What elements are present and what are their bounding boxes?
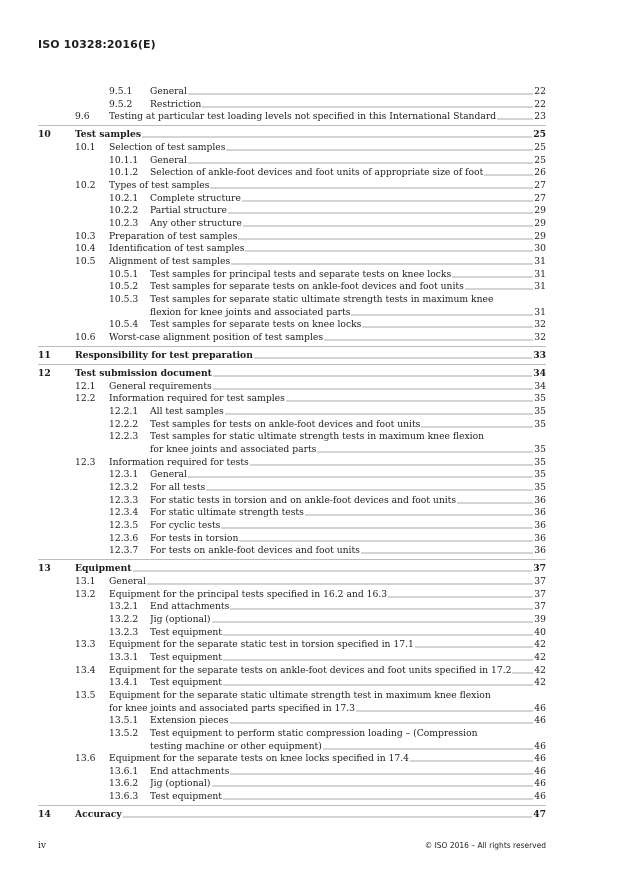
toc-entry-number: 12.2.3	[109, 431, 139, 443]
toc-entry-number: 10	[38, 129, 51, 141]
dot-leader	[361, 552, 533, 554]
dot-leader	[305, 514, 533, 516]
toc-entry-page: 46	[534, 765, 546, 777]
toc-entry-title: End attachments	[150, 765, 230, 777]
dot-leader	[206, 489, 533, 491]
toc-entry[interactable]	[150, 545, 546, 557]
toc-entry-number: 12.2	[75, 393, 96, 405]
toc-entry[interactable]	[150, 319, 546, 331]
toc-entry-page: 46	[534, 778, 546, 790]
toc-entry-page: 25	[533, 129, 546, 141]
toc-entry-title: Jig (optional)	[150, 778, 211, 790]
toc-entry-number: 14	[38, 809, 51, 821]
toc-entry-page: 47	[533, 809, 546, 821]
toc-entry-number: 10.5.3	[109, 293, 139, 305]
toc-entry-page: 42	[534, 651, 546, 663]
toc-entry-number: 13.5.1	[109, 715, 139, 727]
toc-entry-title: Equipment	[75, 563, 132, 575]
toc-entry-page: 31	[534, 255, 546, 267]
toc-entry-number: 10.5.1	[109, 268, 139, 280]
toc-entry-number: 13.5	[75, 689, 96, 701]
toc-entry-title: testing machine or other equipment)	[150, 740, 322, 752]
dot-leader	[484, 174, 533, 176]
toc-entry-title: Restriction	[150, 98, 202, 110]
dot-leader	[231, 263, 533, 265]
toc-entry-page: 35	[534, 393, 546, 405]
toc-entry-number: 13.2.1	[109, 601, 139, 613]
toc-entry[interactable]	[109, 753, 546, 765]
toc-entry[interactable]	[150, 86, 546, 98]
toc-entry-number: 10.2.2	[109, 205, 139, 217]
toc-entry-title: Information required for tests	[109, 456, 249, 468]
toc-entry[interactable]	[109, 703, 546, 715]
footer-copyright: © ISO 2016 – All rights reserved	[424, 841, 546, 850]
dot-leader	[230, 773, 533, 775]
toc-entry[interactable]	[150, 205, 546, 217]
dot-leader	[210, 187, 533, 189]
dot-leader	[225, 413, 534, 415]
toc-entry-page: 35	[534, 469, 546, 481]
toc-entry-number: 10.2.3	[109, 218, 139, 229]
toc-entry-number: 12.3.7	[109, 545, 139, 557]
toc-entry-number: 10.1	[75, 142, 96, 154]
toc-entry-number: 12.3	[75, 456, 96, 468]
dot-leader	[228, 212, 533, 214]
toc-entry[interactable]	[109, 332, 546, 344]
toc-entry[interactable]	[75, 368, 546, 380]
dot-leader	[223, 659, 533, 661]
toc-entry-title: For static tests in torsion and on ankle-foot devices and foot units	[150, 494, 457, 506]
document-id-header: ISO 10328:2016(E)	[38, 38, 156, 51]
toc-entry-title: General	[150, 154, 187, 166]
toc-entry-number: 10.4	[75, 243, 96, 255]
toc-entry[interactable]	[109, 589, 546, 601]
toc-entry-number: 12	[38, 368, 51, 380]
toc-entry-title[interactable]: Test equipment to perform static compression loading – (Compression	[150, 727, 478, 739]
dot-leader	[223, 798, 533, 800]
toc-entry-page: 35	[534, 444, 546, 456]
toc-entry-number: 13.5.2	[109, 727, 139, 739]
dot-leader	[465, 288, 533, 290]
dot-leader	[362, 326, 533, 328]
toc-entry-page: 31	[534, 281, 546, 293]
dot-leader	[457, 502, 533, 504]
toc-entry[interactable]	[109, 180, 546, 192]
dot-leader	[230, 608, 533, 610]
dot-leader	[230, 722, 534, 724]
toc-entry[interactable]	[150, 281, 546, 293]
toc-entry[interactable]	[150, 269, 546, 281]
toc-entry-page: 42	[534, 677, 546, 689]
toc-entry-number: 12.3.1	[109, 469, 139, 481]
toc-entry-page: 27	[534, 180, 546, 192]
dot-leader	[351, 314, 533, 316]
dot-leader	[123, 816, 532, 818]
toc-entry-number: 9.5.1	[109, 86, 133, 97]
toc-entry-page: 33	[533, 350, 546, 361]
toc-entry-title: For cyclic tests	[150, 519, 221, 531]
toc-entry-title: Test samples	[75, 129, 142, 141]
toc-entry-page: 36	[534, 519, 546, 531]
toc-entry-title: Identification of test samples	[109, 243, 245, 255]
toc-entry-title: Extension pieces	[150, 715, 229, 727]
toc-entry-number: 13.3	[75, 639, 96, 651]
section-divider	[38, 125, 546, 126]
toc-entry[interactable]	[109, 393, 546, 405]
toc-entry-title: Preparation of test samples	[109, 230, 238, 242]
dot-leader	[250, 464, 534, 466]
toc-entry-title: Selection of test samples	[109, 142, 226, 154]
toc-entry-page: 39	[534, 614, 546, 625]
toc-entry-number: 12.2.1	[109, 406, 139, 418]
toc-entry-number: 9.5.2	[109, 98, 133, 110]
toc-entry[interactable]	[109, 231, 546, 243]
toc-entry-title: Testing at particular test loading levels not specified in this International Standard	[109, 111, 497, 123]
dot-leader	[213, 388, 534, 390]
dot-leader	[223, 684, 533, 686]
toc-entry[interactable]	[109, 665, 546, 677]
toc-entry-title: Jig (optional)	[150, 614, 211, 625]
toc-entry-page: 25	[534, 142, 546, 154]
toc-entry[interactable]	[150, 791, 546, 803]
toc-entry[interactable]	[150, 766, 546, 778]
toc-entry[interactable]	[150, 218, 546, 230]
toc-entry[interactable]	[150, 444, 546, 456]
toc-entry-title: General	[150, 86, 187, 97]
dot-leader	[202, 106, 533, 108]
toc-entry-number: 10.1.1	[109, 154, 139, 166]
dot-leader	[421, 426, 533, 428]
toc-entry-number: 13.4.1	[109, 677, 139, 689]
toc-entry-page: 29	[534, 218, 546, 229]
toc-entry-title: Selection of ankle-foot devices and foot units of appropriate size of foot	[150, 167, 484, 179]
toc-entry[interactable]	[109, 381, 546, 393]
toc-entry[interactable]	[150, 677, 546, 689]
toc-entry-page: 40	[534, 626, 546, 638]
toc-entry-number: 12.1	[75, 380, 96, 392]
toc-entry-page: 46	[534, 791, 546, 803]
toc-entry-number: 10.5	[75, 255, 96, 267]
dot-leader	[243, 225, 533, 227]
toc-entry[interactable]	[150, 495, 546, 507]
dot-leader	[242, 200, 533, 202]
dot-leader	[188, 476, 533, 478]
toc-entry-page: 34	[534, 380, 546, 392]
toc-entry-title: Test equipment	[150, 651, 222, 663]
toc-entry-page: 35	[534, 406, 546, 418]
toc-entry-page: 36	[534, 545, 546, 557]
toc-entry[interactable]	[150, 741, 546, 753]
toc-entry-page: 32	[534, 331, 546, 343]
toc-entry-title[interactable]: Test samples for separate static ultimate strength tests in maximum knee	[150, 293, 494, 305]
dot-leader	[415, 646, 533, 648]
toc-entry[interactable]	[150, 155, 546, 167]
dot-leader	[317, 451, 533, 453]
toc-entry-page: 35	[534, 418, 546, 430]
dot-leader	[323, 748, 534, 750]
toc-entry-title: Alignment of test samples	[109, 255, 231, 267]
toc-entry-title: General requirements	[109, 380, 212, 392]
toc-entry-title: Worst-case alignment position of test samples	[109, 331, 324, 343]
dot-leader	[356, 710, 533, 712]
dot-leader	[238, 238, 533, 240]
dot-leader	[388, 596, 533, 598]
dot-leader	[223, 634, 533, 636]
toc-entry-number: 12.2.2	[109, 418, 139, 430]
toc-entry-number: 13.1	[75, 576, 96, 588]
dot-leader	[142, 136, 532, 138]
dot-leader	[452, 276, 533, 278]
toc-entry-page: 46	[534, 715, 546, 727]
toc-entry-page: 30	[534, 243, 546, 255]
toc-entry[interactable]	[150, 307, 546, 319]
toc-entry[interactable]	[150, 193, 546, 205]
toc-entry-title: for knee joints and associated parts	[150, 444, 317, 456]
toc-entry-page: 37	[534, 588, 546, 600]
section-divider	[38, 805, 546, 806]
toc-entry-number: 11	[38, 350, 51, 361]
toc-entry[interactable]	[109, 457, 546, 469]
toc-entry[interactable]	[109, 576, 546, 588]
toc-entry-number: 12.3.5	[109, 519, 139, 531]
toc-entry-page: 35	[534, 482, 546, 493]
toc-entry[interactable]	[109, 111, 546, 123]
toc-entry[interactable]	[150, 419, 546, 431]
dot-leader	[147, 583, 533, 585]
dot-leader	[212, 621, 534, 623]
toc-entry-number: 13.6.2	[109, 778, 139, 790]
toc-entry[interactable]	[150, 469, 546, 481]
toc-entry-title: For static ultimate strength tests	[150, 507, 304, 519]
toc-entry-number: 12.3.6	[109, 532, 139, 544]
toc-entry-page: 46	[534, 702, 546, 714]
toc-entry-title: Test submission document	[75, 368, 212, 380]
toc-entry-number: 10.6	[75, 331, 96, 343]
toc-entry-number: 13	[38, 563, 51, 575]
section-divider	[38, 346, 546, 347]
toc-entry-page: 23	[534, 111, 546, 123]
toc-entry-page: 27	[534, 192, 546, 204]
toc-entry[interactable]	[75, 809, 546, 821]
toc-entry-title: Test samples for principal tests and separate tests on knee locks	[150, 268, 452, 280]
toc-entry[interactable]	[150, 533, 546, 545]
toc-entry-title: Any other structure	[150, 218, 242, 229]
toc-entry-number: 13.2.2	[109, 614, 139, 625]
toc-entry-page: 31	[534, 306, 546, 318]
toc-entry-title: For all tests	[150, 482, 206, 493]
dot-leader	[286, 400, 533, 402]
dot-leader	[188, 162, 533, 164]
toc-entry-title: Types of test samples	[109, 180, 210, 192]
toc-entry[interactable]	[150, 406, 546, 418]
toc-entry-page: 46	[534, 740, 546, 752]
toc-entry-title: Accuracy	[75, 809, 122, 821]
section-divider	[38, 364, 546, 365]
toc-entry-title: Test equipment	[150, 626, 222, 638]
toc-entry-title: Test equipment	[150, 791, 222, 803]
toc-entry[interactable]	[150, 778, 546, 790]
toc-entry-number: 10.3	[75, 230, 96, 242]
dot-leader	[254, 357, 532, 359]
toc-entry[interactable]	[109, 256, 546, 268]
toc-entry-number: 10.1.2	[109, 167, 139, 179]
dot-leader	[213, 375, 532, 377]
toc-entry-number: 10.5.4	[109, 319, 139, 331]
toc-entry-title: Complete structure	[150, 192, 241, 204]
toc-entry-title: Equipment for the separate tests on ankle-foot devices and foot units specified in 17.2	[109, 664, 512, 676]
toc-entry-page: 22	[534, 86, 546, 97]
toc-entry-number: 13.3.1	[109, 651, 139, 663]
toc-entry-page: 31	[534, 268, 546, 280]
toc-entry-page: 36	[534, 494, 546, 506]
toc-entry-page: 36	[534, 532, 546, 544]
toc-entry-page: 37	[533, 563, 546, 575]
toc-entry-page: 42	[534, 639, 546, 651]
dot-leader	[324, 339, 533, 341]
toc-entry-title: Test samples for tests on ankle-foot devices and foot units	[150, 418, 421, 430]
toc-entry-number: 13.6.1	[109, 765, 139, 777]
toc-entry-title: Equipment for the principal tests specified in 16.2 and 16.3	[109, 588, 388, 600]
toc-entry-title: for knee joints and associated parts specified in 17.3	[109, 702, 356, 714]
toc-entry-page: 42	[534, 664, 546, 676]
dot-leader	[221, 527, 533, 529]
toc-entry[interactable]	[75, 129, 546, 141]
toc-entry-title: Equipment for the separate tests on knee locks specified in 17.4	[109, 753, 409, 765]
toc-entry-page: 29	[534, 230, 546, 242]
dot-leader	[245, 250, 533, 252]
toc-entry-title: End attachments	[150, 601, 230, 613]
toc-entry-page: 26	[534, 167, 546, 179]
toc-entry-number: 10.2.1	[109, 192, 139, 204]
toc-entry-number: 12.3.4	[109, 507, 139, 519]
toc-entry-number: 13.4	[75, 664, 96, 676]
toc-entry[interactable]	[109, 243, 546, 255]
toc-entry-title[interactable]: Equipment for the separate static ultimate strength test in maximum knee flexion	[109, 689, 491, 701]
toc-entry[interactable]	[150, 482, 546, 494]
dot-leader	[410, 760, 533, 762]
toc-entry-title: Test samples for separate tests on ankle-foot devices and foot units	[150, 281, 464, 293]
toc-entry-page: 29	[534, 205, 546, 217]
dot-leader	[212, 785, 534, 787]
toc-entry-page: 36	[534, 507, 546, 519]
toc-entry[interactable]	[150, 715, 546, 727]
toc-entry-number: 13.6	[75, 753, 96, 765]
toc-entry-title: Test samples for separate tests on knee locks	[150, 319, 362, 331]
toc-entry[interactable]	[150, 601, 546, 613]
toc-entry[interactable]	[109, 142, 546, 154]
toc-entry[interactable]	[150, 167, 546, 179]
toc-entry-number: 12.3.2	[109, 482, 139, 493]
section-divider	[38, 559, 546, 560]
dot-leader	[239, 540, 533, 542]
dot-leader	[497, 118, 533, 120]
toc-entry-page: 22	[534, 98, 546, 110]
toc-entry-page: 25	[534, 154, 546, 166]
toc-entry[interactable]	[75, 563, 546, 575]
toc-entry-page: 34	[533, 368, 546, 380]
toc-entry-number: 13.2	[75, 588, 96, 600]
toc-entry-number: 10.5.2	[109, 281, 139, 293]
toc-entry-title: General	[150, 469, 187, 481]
toc-entry[interactable]	[150, 627, 546, 639]
toc-entry-number: 13.6.3	[109, 791, 139, 803]
toc-entry-number: 12.3.3	[109, 494, 139, 506]
toc-entry-number: 10.2	[75, 180, 96, 192]
toc-entry-title: Test equipment	[150, 677, 222, 689]
dot-leader	[133, 570, 533, 572]
toc-entry-title: For tests in torsion	[150, 532, 239, 544]
toc-entry-number: 9.6	[75, 111, 90, 123]
toc-entry-page: 35	[534, 456, 546, 468]
toc-entry-title: Responsibility for test preparation	[75, 350, 253, 361]
toc-entry[interactable]	[150, 99, 546, 111]
toc-entry-title: Information required for test samples	[109, 393, 285, 405]
toc-entry-title: flexion for knee joints and associated parts	[150, 306, 351, 318]
toc-entry-page: 46	[534, 753, 546, 765]
toc-entry-title: Partial structure	[150, 205, 227, 217]
dot-leader	[512, 672, 533, 674]
toc-entry-title: General	[109, 576, 146, 588]
toc-entry-title: For tests on ankle-foot devices and foot units	[150, 545, 360, 557]
toc-entry-page: 32	[534, 319, 546, 331]
toc-entry[interactable]	[150, 507, 546, 519]
toc-entry-title: Equipment for the separate static test in torsion specified in 17.1	[109, 639, 414, 651]
toc-entry-page: 37	[534, 601, 546, 613]
toc-entry[interactable]	[109, 639, 546, 651]
footer-page-number: iv	[38, 841, 46, 851]
toc-entry[interactable]	[150, 614, 546, 626]
toc-entry[interactable]	[150, 652, 546, 664]
toc-entry-number: 13.2.3	[109, 626, 139, 638]
toc-entry[interactable]	[150, 520, 546, 532]
dot-leader	[188, 93, 533, 95]
dot-leader	[226, 149, 533, 151]
toc-entry-page: 37	[534, 576, 546, 588]
toc-entry-title[interactable]: Test samples for static ultimate strength tests in maximum knee flexion	[150, 431, 485, 443]
toc-entry-title: All test samples	[150, 406, 224, 418]
toc-entry[interactable]	[75, 350, 546, 362]
